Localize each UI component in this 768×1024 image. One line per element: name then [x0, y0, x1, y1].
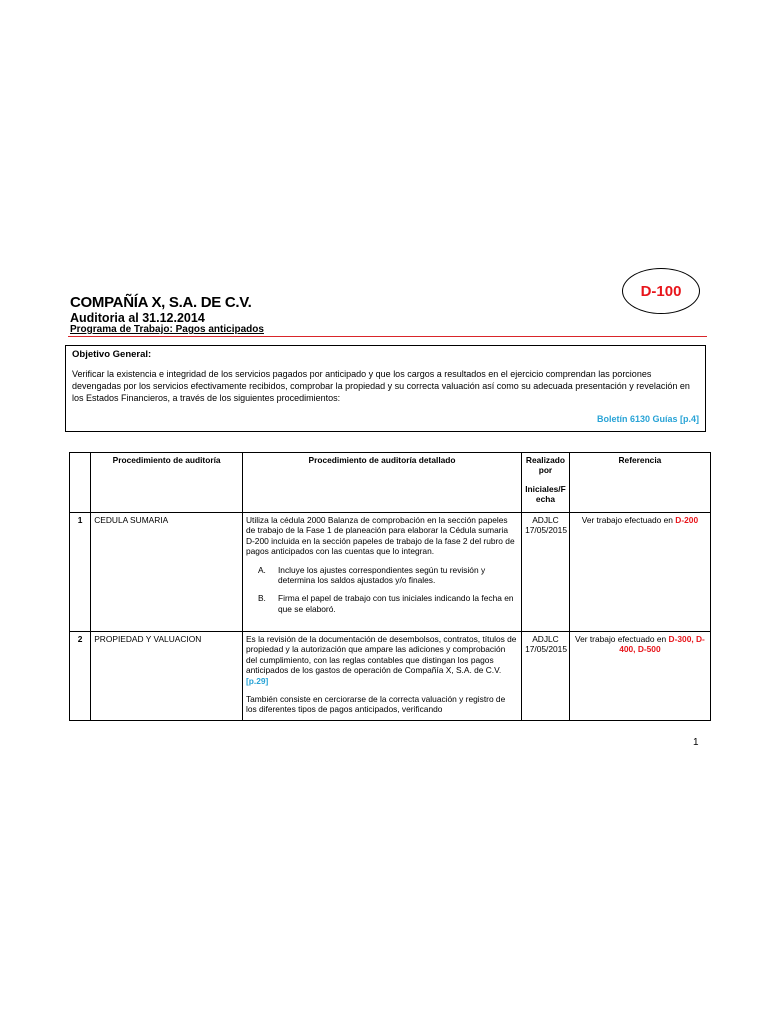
row-reference-codes[interactable]: D-200 — [675, 515, 699, 525]
header-reference: Referencia — [569, 453, 710, 513]
work-program-title: Programa de Trabajo: Pagos anticipados — [70, 324, 264, 335]
sub-step-a-text: Incluye los ajustes correspondientes según tu revisión y determina los saldos ajustados y/o finales. — [277, 564, 486, 586]
reference-code: D-100 — [640, 282, 682, 300]
header-detailed-procedure: Procedimiento de auditoría detallado — [242, 453, 521, 513]
table-header-row — [70, 453, 711, 513]
sub-step-a-letter: A. — [257, 564, 266, 575]
row-detail-paragraph — [246, 634, 518, 686]
row-date: 17/05/2015 — [525, 644, 567, 655]
row-procedure: CEDULA SUMARIA — [91, 513, 243, 632]
row-reference-codes[interactable]: D-300, D-400, D-500 — [619, 634, 705, 655]
row-detail-text: Es la revisión de la documentación de desembolsos, contratos, títulos de propiedad y la autorización que ampare las adiciones y comprobación del cumplimiento, con las reglas contables que distingan los pagos anticipados de los gastos de operación de Compañía X, S.A. de C.V. — [245, 634, 517, 676]
row-reference — [569, 632, 710, 721]
row-done-by — [522, 632, 570, 721]
sub-step-a — [246, 565, 518, 586]
sub-step-b — [246, 593, 518, 614]
row-reference — [569, 513, 710, 632]
row-done-by — [522, 513, 570, 632]
objective-box — [65, 345, 706, 432]
row-number: 1 — [70, 513, 91, 632]
row-detail-reference-link[interactable]: [p.29] — [245, 675, 269, 686]
header-number — [70, 453, 91, 513]
objective-title: Objetivo General: — [72, 349, 152, 360]
audit-date-title: Auditoria al 31.12.2014 — [70, 311, 205, 325]
row-detail — [242, 632, 521, 721]
row-detail-text-2: También consiste en cerciorarse de la correcta valuación y registro de los diferentes tipos de pagos anticipados, verificando — [245, 694, 506, 715]
table-row — [70, 513, 711, 632]
procedures-table — [69, 452, 711, 721]
header-procedure: Procedimiento de auditoría — [91, 453, 243, 513]
row-procedure: PROPIEDAD Y VALUACION — [91, 632, 243, 721]
row-detail-text: Utiliza la cédula 2000 Balanza de comprobación en la sección papeles de trabajo de la Fase 1 de planeación para elaborar la Cédula sumaria D-200 incluida en la sección papeles de trabajo de la fase 2 del rubro de pagos anticipados con las cuentas que lo integran. — [245, 515, 515, 557]
sub-step-b-text: Firma el papel de trabajo con tus iniciales indicando la fecha en que se elaboró. — [277, 593, 514, 614]
reference-code-oval — [622, 268, 700, 314]
page-number: 1 — [693, 737, 699, 748]
header-done-by — [522, 453, 570, 513]
row-detail — [242, 513, 521, 632]
header-done-by-label: Realizado por — [525, 455, 565, 476]
row-number: 2 — [70, 632, 91, 721]
objective-reference-link[interactable]: Boletín 6130 Guías [p.4] — [596, 414, 699, 424]
row-initials: ADJLC — [532, 634, 559, 644]
row-initials: ADJLC — [532, 515, 559, 525]
header-initials-date: Iniciales/Fecha — [525, 483, 566, 505]
row-date: 17/05/2015 — [525, 525, 567, 536]
header-divider — [68, 336, 707, 337]
table-row — [70, 632, 711, 721]
sub-step-b-letter: B. — [257, 593, 266, 604]
row-reference-text: Ver trabajo efectuado en — [574, 634, 669, 644]
objective-text: Verificar la existencia e integridad de los servicios pagados por anticipado y que los cargos a resultados en el ejercicio comprendan las porciones devengadas por los servicios efectivamente recibidos, comprobar la propiedad y su correcta valuación así como su adecuada presentación y revelación en los Estados Financieros, a través de los siguientes procedimientos: — [72, 369, 690, 403]
row-reference-text: Ver trabajo efectuado en — [581, 515, 676, 525]
company-name: COMPAÑÍA X, S.A. DE C.V. — [70, 294, 252, 311]
